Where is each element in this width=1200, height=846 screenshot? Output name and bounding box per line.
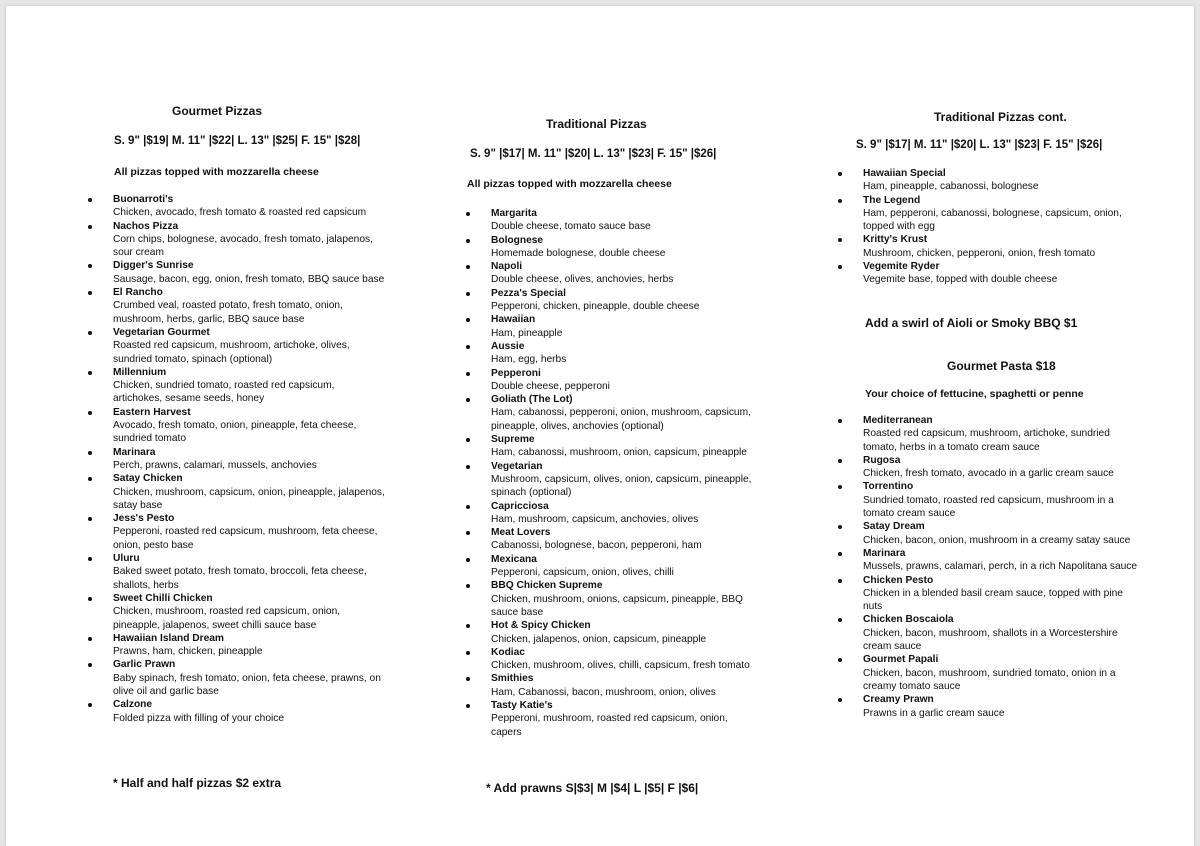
menu-item-description: Sausage, bacon, egg, onion, fresh tomato, BBQ sauce base [113,273,385,285]
menu-item-name: Millennium [113,366,167,378]
menu-item-name: Margarita [491,208,537,219]
menu-item-name: Mediterranean [863,415,933,426]
menu-item [836,574,1142,614]
menu-item-name: Aussie [491,340,525,352]
menu-item-name: Capricciosa [491,500,549,512]
menu-item [86,472,386,512]
menu-item-description: Pepperoni, mushroom, roasted red capsicum, onion, capers [491,713,728,738]
menu-item-description: Chicken, fresh tomato, avocado in a garlic cream sauce [863,468,1114,480]
menu-item-description: Mushroom, capsicum, olives, onion, capsicum, pineapple, spinach (optional) [491,473,752,499]
menu-item [86,193,386,220]
traditional-cont-sizes: S. 9" |$17| M. 11" |$20| L. 13" |$23| F. 15" |$26| [856,139,1103,151]
menu-item-description: Vegemite base, topped with double cheese [863,274,1058,286]
menu-item-description: Folded pizza with filling of your choice [113,712,285,724]
menu-item-name: Torrentino [863,481,914,493]
menu-item-name: Kritty's Krust [863,234,928,246]
menu-item [86,326,386,366]
menu-item-description: Perch, prawns, calamari, mussels, anchovies [113,459,317,471]
menu-item-description: Mushroom, chicken, pepperoni, onion, fresh tomato [863,247,1096,259]
menu-item [464,619,754,646]
menu-item [464,260,754,287]
menu-item [836,613,1142,653]
menu-item-name: Vegemite Ryder [863,261,940,273]
menu-item [836,167,1136,194]
menu-item [836,260,1136,287]
menu-item-name: Smithies [491,673,534,685]
menu-item-name: Jess's Pesto [113,513,175,525]
menu-item-description: Mussels, prawns, calamari, perch, in a rich Napolitana sauce [863,561,1138,573]
menu-item [86,632,386,659]
menu-item-description: Double cheese, tomato sauce base [491,221,651,233]
gourmet-pasta-note: Your choice of fettucine, spaghetti or penne [865,388,1084,400]
menu-item-description: Sundried tomato, roasted red capsicum, mushroom in a tomato cream sauce [863,494,1114,520]
menu-item-description: Ham, cabanossi, mushroom, onion, capsicum, pineapple [491,447,747,459]
menu-item-description: Ham, pineapple, cabanossi, bolognese [863,181,1039,193]
half-and-half-note: * Half and half pizzas $2 extra [113,776,282,790]
menu-item [464,313,754,340]
menu-item [464,234,754,261]
menu-item-description: Chicken, bacon, mushroom, shallots in a Worcestershire cream sauce [863,627,1118,653]
traditional-pizzas-title: Traditional Pizzas [546,117,647,131]
menu-item-name: Rugosa [863,454,901,466]
menu-item [464,672,754,699]
menu-item [86,658,386,698]
add-prawns-note: * Add prawns S|$3| M |$4| L |$5| F |$6| [486,781,699,795]
menu-item-description: Baby spinach, fresh tomato, onion, feta cheese, prawns, on olive oil and garlic base [113,672,381,697]
menu-item-description: Ham, pepperoni, cabanossi, bolognese, capsicum, onion, topped with egg [863,207,1122,233]
menu-item-name: Vegetarian [491,460,543,472]
menu-item [464,393,754,433]
menu-item-name: Creamy Prawn [863,694,934,706]
gourmet-pizzas-note: All pizzas topped with mozzarella cheese [114,166,319,178]
menu-item-description: Chicken, avocado, fresh tomato & roasted red capsicum [113,207,367,219]
menu-item [464,207,754,234]
menu-item [464,500,754,527]
menu-item-name: Eastern Harvest [113,406,191,418]
traditional-pizzas-sizes: S. 9" |$17| M. 11" |$20| L. 13" |$23| F. 15" |$26| [470,148,717,160]
menu-item-description: Double cheese, pepperoni [491,380,610,392]
menu-item-name: BBQ Chicken Supreme [491,580,603,592]
menu-item [86,366,386,406]
menu-item-name: Mexicana [491,553,537,565]
menu-item-description: Chicken, sundried tomato, roasted red capsicum, artichokes, sesame seeds, honey [113,380,335,405]
menu-item [86,592,386,632]
menu-item-description: Ham, cabanossi, pepperoni, onion, mushroom, capsicum, pineapple, olives, anchovies (optional) [491,407,751,432]
menu-item-description: Corn chips, bolognese, avocado, fresh tomato, jalapenos, sour cream [113,233,373,259]
menu-item-description: Pepperoni, capsicum, onion, olives, chilli [491,567,674,579]
menu-item [86,446,386,473]
menu-item-name: Vegetarian Gourmet [113,326,210,338]
gourmet-pasta-title: Gourmet Pasta $18 [947,359,1056,373]
menu-sheet [6,6,1194,846]
menu-item-name: Nachos Pizza [113,220,179,232]
menu-item-description: Ham, pineapple [491,327,563,339]
menu-item-description: Cabanossi, bolognese, bacon, pepperoni, ham [491,540,702,552]
menu-item-description: Chicken, bacon, mushroom, sundried tomato, onion in a creamy tomato sauce [863,667,1116,692]
menu-item-description: Chicken, bacon, onion, mushroom in a creamy satay sauce [863,534,1131,546]
menu-item [86,512,386,552]
menu-item-description: Chicken, mushroom, olives, chilli, capsicum, fresh tomato [491,660,750,672]
menu-item [464,699,754,739]
menu-item [86,220,386,260]
menu-item [86,259,386,286]
menu-item-name: Buonarroti's [113,194,174,205]
menu-item-description: Pepperoni, roasted red capsicum, mushroom, feta cheese, onion, pesto base [113,526,378,551]
traditional-cont-list [836,167,1136,287]
menu-item [464,287,754,314]
menu-item-name: Digger's Sunrise [113,260,194,272]
menu-item-name: Meat Lovers [491,527,551,539]
menu-item-description: Prawns in a garlic cream sauce [863,707,1005,719]
traditional-pizzas-note: All pizzas topped with mozzarella cheese [467,178,672,190]
menu-item-description: Ham, egg, herbs [491,354,567,366]
gourmet-pizzas-title: Gourmet Pizzas [172,104,263,118]
sauce-addon-note: Add a swirl of Aioli or Smoky BBQ $1 [865,316,1078,330]
menu-item-description: Avocado, fresh tomato, onion, pineapple, feta cheese, sundried tomato [113,420,357,445]
menu-item-description: Chicken in a blended basil cream sauce, topped with pine nuts [863,587,1123,613]
menu-item-name: Sweet Chilli Chicken [113,592,213,604]
menu-item-name: El Rancho [113,287,163,299]
menu-item-name: Kodiac [491,646,525,658]
menu-item-name: Chicken Boscaiola [863,614,954,626]
menu-item-name: Hot & Spicy Chicken [491,620,591,632]
menu-item-name: Hawaiian Island Dream [113,632,224,644]
traditional-cont-title: Traditional Pizzas cont. [934,110,1067,124]
menu-item-name: Hawaiian [491,314,536,326]
menu-item [464,553,754,580]
gourmet-pasta-list [836,414,1142,720]
menu-item [464,340,754,367]
menu-item [836,653,1142,693]
menu-item-description: Baked sweet potato, fresh tomato, broccoli, feta cheese, shallots, herbs [113,566,367,591]
menu-item-name: Marinara [863,547,906,559]
menu-item-name: Chicken Pesto [863,574,934,586]
menu-item-name: Marinara [113,446,156,458]
menu-item [836,520,1142,547]
menu-item-name: Satay Chicken [113,473,183,485]
menu-item-description: Pepperoni, chicken, pineapple, double cheese [491,301,700,313]
menu-item [836,233,1136,260]
menu-item [464,433,754,460]
menu-item [836,547,1142,574]
menu-item-name: Pepperoni [491,367,541,379]
menu-item [464,367,754,394]
menu-item-name: Goliath (The Lot) [491,394,573,406]
menu-item [836,454,1142,481]
menu-item [464,526,754,553]
menu-item [836,693,1142,720]
menu-item-description: Double cheese, olives, anchovies, herbs [491,274,674,286]
menu-item-name: Tasty Katie's [491,699,553,711]
menu-item-description: Roasted red capsicum, mushroom, artichoke, olives, sundried tomato, spinach (optional) [113,340,350,365]
menu-item-name: Uluru [113,553,140,565]
menu-item-name: Gourmet Papali [863,654,939,666]
menu-item-description: Crumbed veal, roasted potato, fresh tomato, onion, mushroom, herbs, garlic, BBQ sauce base [113,300,343,325]
menu-item-description: Chicken, mushroom, roasted red capsicum, onion, pineapple, jalapenos, sweet chilli sauce base [113,606,341,631]
menu-item [836,414,1142,454]
menu-item-name: Bolognese [491,234,544,246]
menu-item [464,579,754,619]
menu-item-description: Roasted red capsicum, mushroom, artichoke, sundried tomato, herbs in a tomato cream sauce [863,428,1110,453]
menu-item-name: Hawaiian Special [863,168,946,179]
menu-item [86,406,386,446]
menu-item [464,460,754,500]
menu-item-description: Ham, Cabanossi, bacon, mushroom, onion, olives [491,686,716,698]
menu-item [836,194,1136,234]
menu-item-name: Calzone [113,699,153,711]
menu-item-description: Homemade bolognese, double cheese [491,247,666,259]
traditional-pizzas-list [464,207,754,739]
menu-item-name: Pezza's Special [491,287,566,299]
menu-item-description: Ham, mushroom, capsicum, anchovies, olives [491,513,699,525]
menu-item-name: Satay Dream [863,521,925,533]
menu-item [86,698,386,725]
menu-item [86,552,386,592]
menu-item-description: Chicken, mushroom, onions, capsicum, pineapple, BBQ sauce base [491,593,743,618]
menu-item-name: Garlic Prawn [113,659,176,671]
menu-item [836,480,1142,520]
menu-item-name: The Legend [863,194,921,206]
gourmet-pizzas-list [86,193,386,725]
menu-item-name: Napoli [491,261,523,273]
gourmet-pizzas-sizes: S. 9" |$19| M. 11" |$22| L. 13" |$25| F. 15" |$28| [114,135,361,147]
menu-item [86,286,386,326]
menu-item [464,646,754,673]
menu-item-description: Prawns, ham, chicken, pineapple [113,646,263,658]
menu-item-description: Chicken, jalapenos, onion, capsicum, pineapple [491,633,707,645]
menu-item-name: Supreme [491,434,535,446]
menu-item-description: Chicken, mushroom, capsicum, onion, pineapple, jalapenos, satay base [113,486,385,511]
